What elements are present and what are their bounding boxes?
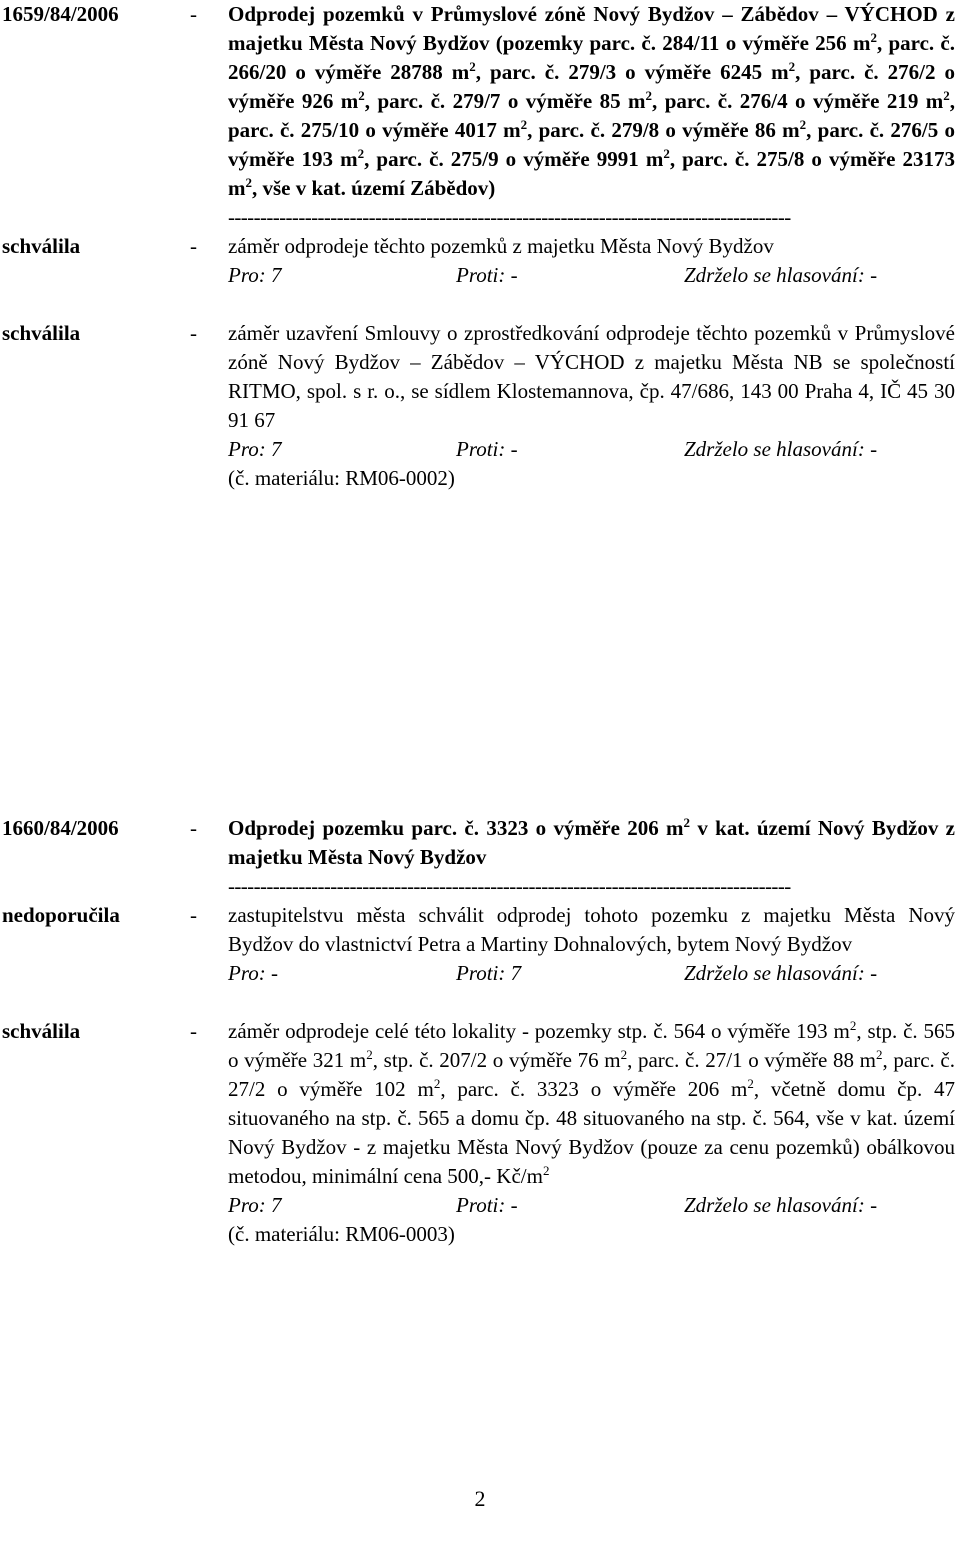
vote-abstain: Zdrželo se hlasování: -: [684, 437, 878, 461]
decision-text: záměr odprodeje celé této lokality - pozemky stp. č. 564 o výměře 193 $m^2$, stp. č. 565 o výměře 321 $m^2$, stp. č. 207/2 o výměře 76 $m^2$, parc. č. 27/1 o výměře 88 $m^2$, parc. č. 27/2 o výměře 102 $m^2$, parc. č. 3323 o výměře 206 $m^2$, včetně domu čp. 47 situovaného na stp. č. 565 a domu čp. 48 situovaného na stp. č. 564, vše v kat. území Nový Bydžov - z majetku Města Nový Bydžov (pouze za cenu pozemků) obálkovou metodou, minimální cena 500,- $Kč/m^2$: [228, 1018, 956, 1188]
vote-pro: Pro: 7: [228, 437, 282, 461]
dash: -: [190, 816, 197, 840]
resolution-1659: [0, 0, 960, 493]
dash: -: [190, 234, 197, 258]
vote-abstain: Zdrželo se hlasování: -: [684, 1193, 878, 1217]
resolution-1660: [0, 814, 960, 1249]
vote-pro: Pro: -: [228, 961, 278, 985]
vote-proti: Proti: -: [456, 437, 518, 461]
material-reference: (č. materiálu: RM06-0002): [228, 466, 455, 490]
resolution-header: [0, 0, 960, 203]
decision-text: záměr odprodeje těchto pozemků z majetku Města Nový Bydžov: [228, 234, 774, 258]
decision-label: schválila: [2, 1019, 81, 1043]
vote-proti: Proti: -: [456, 1193, 518, 1217]
vote-pro: Pro: 7: [228, 1193, 282, 1217]
vote-proti: Proti: 7: [456, 961, 522, 985]
resolution-number: 1659/84/2006: [2, 2, 119, 26]
vote-pro: Pro: 7: [228, 263, 282, 287]
decision-row: [0, 901, 960, 988]
decision-label: nedoporučila: [2, 903, 120, 927]
decision-text: záměr uzavření Smlouvy o zprostředkování odprodeje těchto pozemků v Průmyslové zóně Nový Bydžov – Zábědov – VÝCHOD z majetku Města NB se společností RITMO, spol. s r. o., se sídlem Klostemannova, čp. 47/686, 143 00 Praha 4, IČ 45 30 91 67: [228, 321, 955, 432]
dash: -: [190, 321, 197, 345]
vote-proti: Proti: -: [456, 263, 518, 287]
decision-row: [0, 319, 960, 493]
separator-line: ----------------------------------------------------------------------------------------: [228, 874, 791, 898]
separator-line: ----------------------------------------------------------------------------------------: [228, 205, 791, 229]
decision-label: schválila: [2, 321, 81, 345]
vote-abstain: Zdrželo se hlasování: -: [684, 263, 878, 287]
vote-result: [228, 959, 955, 988]
resolution-header: [0, 814, 960, 872]
decision-row: [0, 232, 960, 290]
decision-text: zastupitelstvu města schválit odprodej tohoto pozemku z majetku Města Nový Bydžov do vlastnictví Petra a Martiny Dohnalových, bytem Nový Bydžov: [228, 903, 955, 956]
vote-result: [228, 1191, 955, 1220]
decision-row: [0, 1017, 960, 1249]
resolution-number: 1660/84/2006: [2, 816, 119, 840]
dash: -: [190, 1019, 197, 1043]
decision-label: schválila: [2, 234, 81, 258]
page-number: 2: [474, 1486, 486, 1511]
vote-result: [228, 261, 955, 290]
dash: -: [190, 2, 197, 26]
resolution-title: Odprodej pozemků v Průmyslové zóně Nový Bydžov – Zábědov – VÝCHOD z majetku Města Nový Bydžov (pozemky parc. č. 284/11 o výměře 256 $m^2$, parc. č. 266/20 o výměře 28788 $m^2$, parc. č. 279/3 o výměře 6245 $m^2$, parc. č. 276/2 o výměře 926 $m^2$, parc. č. 279/7 o výměře 85 $m^2$, parc. č. 276/4 o výměře 219 $m^2$, parc. č. 275/10 o výměře 4017 $m^2$, parc. č. 279/8 o výměře 86 $m^2$, parc. č. 276/5 o výměře 193 $m^2$, parc. č. 275/9 o výměře 9991 $m^2$, parc. č. 275/8 o výměře 23173 $m^2$, vše v kat. území Zábědov): [228, 2, 956, 200]
vote-result: [228, 435, 955, 464]
vote-abstain: Zdrželo se hlasování: -: [684, 961, 878, 985]
resolution-title: Odprodej pozemku parc. č. 3323 o výměře 206 $m^2$ v kat. území Nový Bydžov z majetku Města Nový Bydžov: [228, 815, 955, 869]
dash: -: [190, 903, 197, 927]
material-reference: (č. materiálu: RM06-0003): [228, 1222, 455, 1246]
